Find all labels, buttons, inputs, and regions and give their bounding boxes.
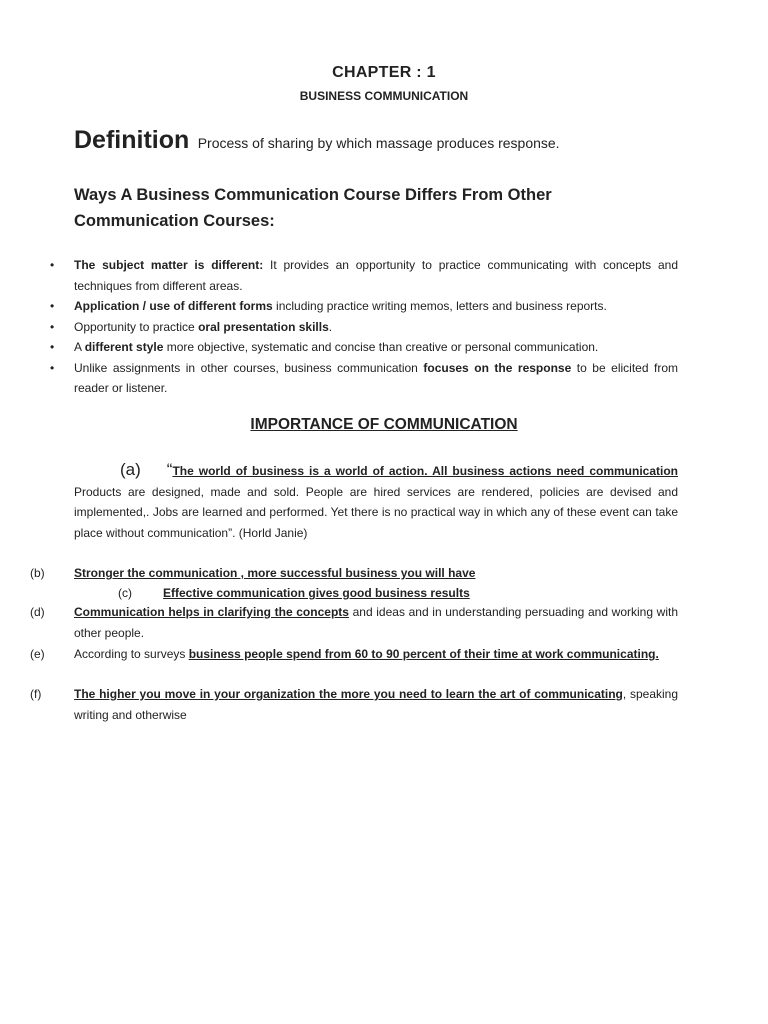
- item-pre: According to surveys: [74, 647, 189, 661]
- bullet-text: including practice writing memos, letters and business reports.: [272, 299, 607, 313]
- bullet-bold: oral presentation skills: [198, 319, 329, 334]
- bullet-bold: The subject matter is different:: [74, 258, 264, 272]
- item-label: (a): [120, 460, 141, 479]
- item-label: (e): [30, 647, 45, 661]
- item-text: and ideas and in understanding persuading and working with other people.: [74, 605, 679, 640]
- definition-text: Process of sharing by which massage produces response.: [197, 135, 560, 151]
- list-item: [50, 255, 678, 296]
- bullet-bold: different style: [84, 340, 164, 354]
- bullet-text: It provides an opportunity to practice communicating with concepts and techniques from different areas.: [74, 258, 678, 293]
- definition-line: [74, 126, 560, 155]
- item-underlined: The world of business is a world of action. All business actions need communication: [172, 464, 678, 478]
- bullet-pre: Opportunity to practice: [74, 319, 199, 334]
- bullet-pre: Unlike assignments in other courses, business communication: [74, 360, 424, 375]
- list-item: [50, 317, 678, 338]
- chapter-title: CHAPTER : 1: [332, 64, 436, 81]
- list-item: [50, 296, 678, 317]
- ways-heading: Ways A Business Communication Course Differs From Other Communication Courses:: [74, 186, 552, 230]
- item-label: (b): [30, 566, 45, 580]
- item-c: [118, 583, 470, 604]
- definition-term: Definition: [74, 126, 190, 154]
- item-d: [30, 602, 679, 643]
- item-underlined: Stronger the communication , more successful business you will have: [74, 566, 476, 580]
- bullet-bold: Application / use of different forms: [74, 299, 273, 313]
- item-b: [30, 563, 678, 584]
- item-text: Products are designed, made and sold. People are hired services are rendered, policies are devised and implemented,. Jobs are learned and performed. Yet there is no practical way in which any of these event can take place without communication”. (Horld Janie): [74, 484, 678, 540]
- item-underlined: Communication helps in clarifying the concepts: [74, 605, 349, 619]
- item-label: (c): [118, 586, 132, 600]
- item-label: (d): [30, 605, 45, 619]
- list-item: [50, 358, 679, 399]
- bullet-bold: focuses on the response: [423, 360, 572, 375]
- item-a: [74, 460, 678, 543]
- bullet-icon: •: [50, 340, 55, 354]
- bullet-pre: A: [74, 340, 85, 354]
- item-f: [30, 684, 679, 725]
- bullet-icon: •: [50, 360, 55, 375]
- item-text: , speaking writing and otherwise: [74, 687, 679, 722]
- item-e: [30, 644, 678, 665]
- bullet-text: .: [328, 319, 333, 334]
- item-underlined: The higher you move in your organization the more you need to learn the art of communicating: [74, 687, 623, 701]
- bullet-icon: •: [50, 319, 55, 334]
- bullet-icon: •: [50, 258, 55, 272]
- list-item: [50, 337, 678, 358]
- chapter-subtitle: BUSINESS COMMUNICATION: [299, 89, 469, 103]
- bullet-icon: •: [50, 299, 55, 313]
- importance-heading: IMPORTANCE OF COMMUNICATION: [250, 416, 518, 433]
- quote-mark: “: [166, 460, 173, 479]
- bullet-text: more objective, systematic and concise than creative or personal communication.: [163, 340, 599, 354]
- item-underlined: Effective communication gives good business results: [163, 586, 470, 600]
- differences-list: [50, 255, 679, 399]
- item-underlined: business people spend from 60 to 90 percent of their time at work communicating.: [188, 647, 659, 661]
- item-label: (f): [30, 687, 42, 701]
- bullet-text: to be elicited from reader or listener.: [74, 360, 679, 395]
